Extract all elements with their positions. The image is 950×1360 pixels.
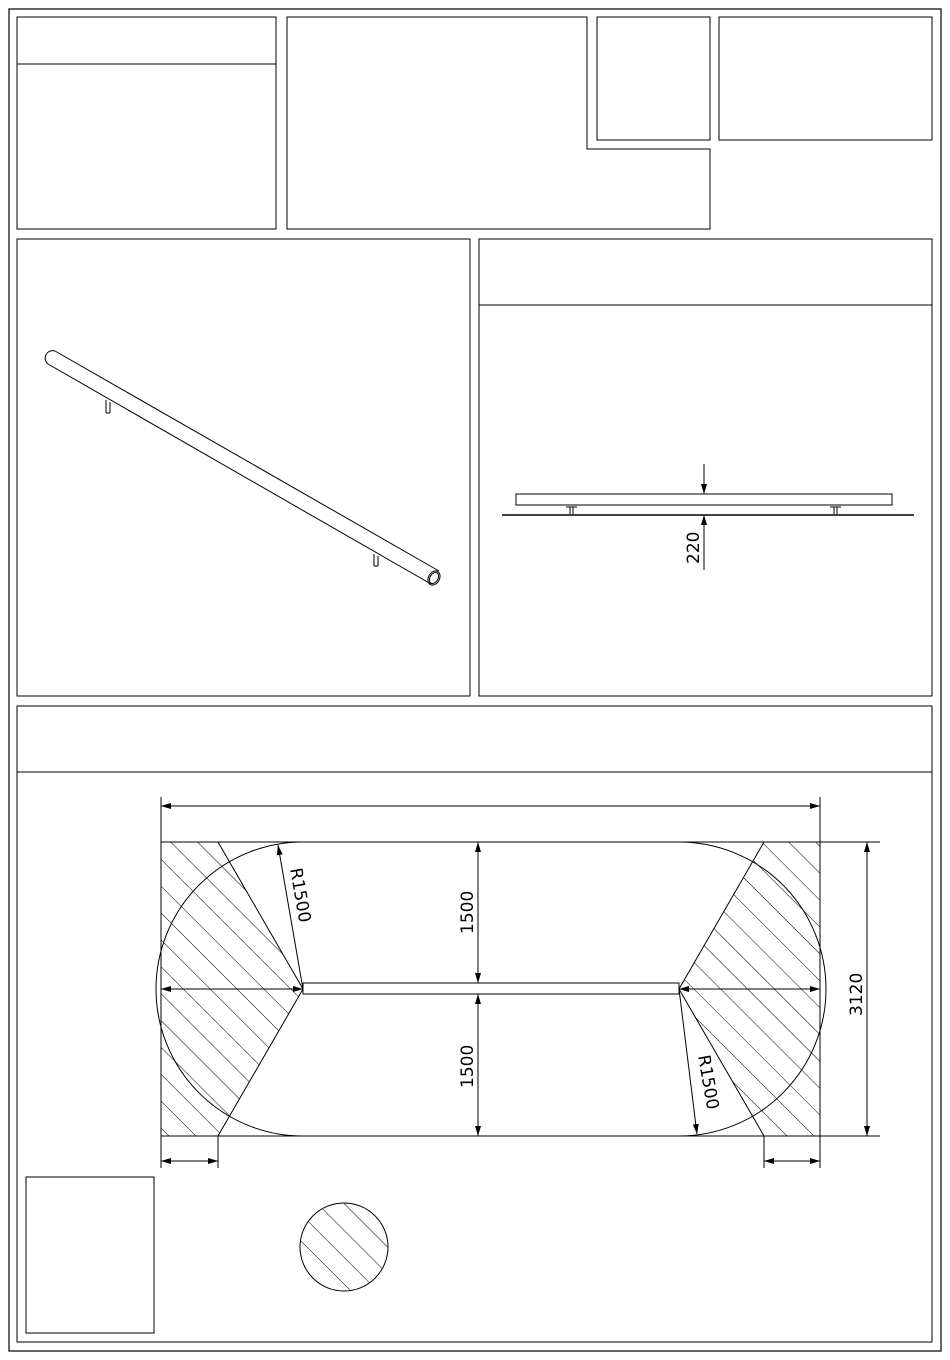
title-block xyxy=(17,17,932,229)
title-panel-a xyxy=(17,17,276,229)
side-leg-left xyxy=(566,507,577,514)
balance-beam-side xyxy=(502,464,914,570)
radius-left-label: R1500 xyxy=(285,866,315,925)
side-view-frame xyxy=(479,239,932,696)
clearance-bottom-label: 1500 xyxy=(458,1044,478,1088)
beam-side-body xyxy=(516,494,892,505)
balance-beam-isometric xyxy=(45,351,442,588)
side-view xyxy=(479,239,932,696)
title-panel-d xyxy=(719,17,932,140)
beam-plan xyxy=(303,983,679,994)
radius-right-label: R1500 xyxy=(693,1053,723,1112)
height-dimension-label: 220 xyxy=(684,531,704,564)
beam-body xyxy=(45,351,439,584)
legend-hatch-symbol xyxy=(300,1203,388,1291)
legend xyxy=(26,1177,388,1333)
title-panel-b xyxy=(287,17,710,229)
isometric-view-frame xyxy=(17,239,470,696)
clearance-top-label: 1500 xyxy=(458,890,478,934)
beam-leg-left xyxy=(106,400,110,413)
plan-view xyxy=(17,706,932,1342)
overall-depth-label: 3120 xyxy=(847,972,867,1016)
side-leg-right xyxy=(830,507,841,514)
beam-end-cap xyxy=(425,569,442,587)
legend-box xyxy=(26,1177,154,1333)
title-panel-c xyxy=(597,17,710,140)
beam-leg-right xyxy=(374,554,378,566)
sheet-border xyxy=(9,9,941,1351)
isometric-view xyxy=(17,239,470,696)
